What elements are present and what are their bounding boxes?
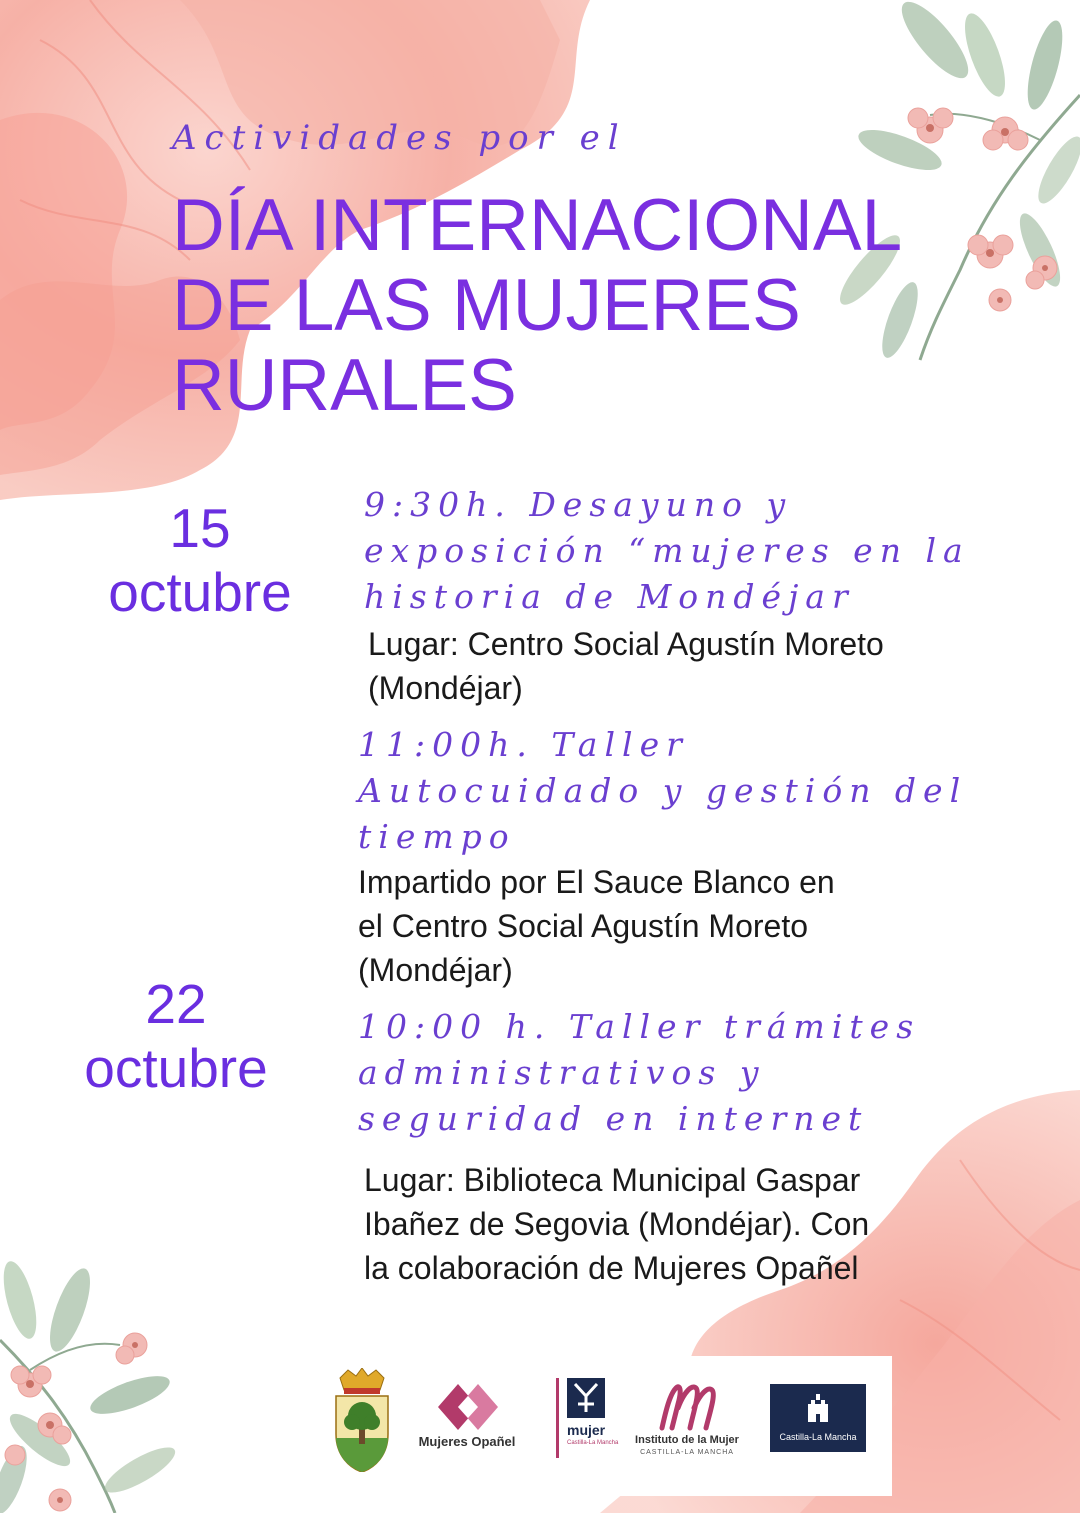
poster-subtitle: Actividades por el <box>172 118 627 158</box>
event-title-line: 10:00 h. Taller trámites <box>358 1007 921 1046</box>
event-detail-line: Ibañez de Segovia (Mondéjar). Con <box>364 1206 870 1242</box>
event-detail-line: el Centro Social Agustín Moreto <box>358 908 809 944</box>
event-title-line: seguridad en internet <box>358 1099 869 1138</box>
mujer-logo-word: mujer <box>567 1422 606 1438</box>
event-title-line: tiempo <box>358 817 516 856</box>
mujer-logo-mark <box>567 1378 605 1418</box>
title-line: RURALES <box>172 345 517 426</box>
date-month: octubre <box>84 1037 268 1099</box>
date-month: octubre <box>108 561 292 623</box>
mujeres-opanel-logo-mark <box>436 1384 500 1430</box>
title-line: DÍA INTERNACIONAL <box>172 185 903 266</box>
date-day: 22 <box>145 973 207 1035</box>
event-detail <box>368 622 884 710</box>
event-detail-line: la colaboración de Mujeres Opañel <box>364 1250 859 1286</box>
instituto-mujer-logo-mark <box>656 1380 716 1432</box>
castilla-la-mancha-logo <box>770 1384 866 1452</box>
date-day: 15 <box>169 497 231 559</box>
event-detail-line: Impartido por El Sauce Blanco en <box>358 864 835 900</box>
poster-title <box>172 186 1052 426</box>
mujeres-opanel-logo-text: Mujeres Opañel <box>418 1434 516 1449</box>
date-block-15 <box>80 496 320 624</box>
event-detail <box>364 1158 869 1290</box>
event-title-line: 9:30h. Desayuno y <box>364 485 793 524</box>
event-title <box>364 482 970 620</box>
instituto-mujer-logo-region: CASTILLA-LA MANCHA <box>640 1449 734 1456</box>
flower-branch-bottom-left <box>0 1258 181 1513</box>
event-detail-line: Lugar: Biblioteca Municipal Gaspar <box>364 1162 861 1198</box>
event-title-line: exposición “mujeres en la <box>364 531 970 570</box>
event-detail-line: Lugar: Centro Social Agustín Moreto <box>368 626 884 662</box>
event-title <box>358 722 967 860</box>
mujer-logo-region: Castilla-La Mancha <box>567 1440 619 1446</box>
event-detail <box>358 860 835 992</box>
instituto-mujer-logo-title: Instituto de la Mujer <box>635 1434 739 1446</box>
event-detail-line: (Mondéjar) <box>358 952 513 988</box>
sponsor-logos <box>320 1356 892 1496</box>
castilla-la-mancha-logo-text: Castilla-La Mancha <box>779 1432 857 1442</box>
mujer-logo <box>556 1378 617 1458</box>
event-title-line: Autocuidado y gestión del <box>358 771 968 810</box>
castle-icon <box>806 1392 830 1424</box>
event-title-line: administrativos y <box>358 1053 766 1092</box>
date-block-22 <box>56 972 296 1100</box>
event-detail-line: (Mondéjar) <box>368 670 523 706</box>
event-title <box>358 1004 920 1142</box>
title-line: DE LAS MUJERES <box>172 265 801 346</box>
event-title-line: historia de Mondéjar <box>364 577 855 616</box>
mujer-symbol-icon <box>567 1378 605 1418</box>
coat-of-arms-logo <box>330 1368 394 1472</box>
event-title-line: 11:00h. Taller <box>358 725 689 764</box>
